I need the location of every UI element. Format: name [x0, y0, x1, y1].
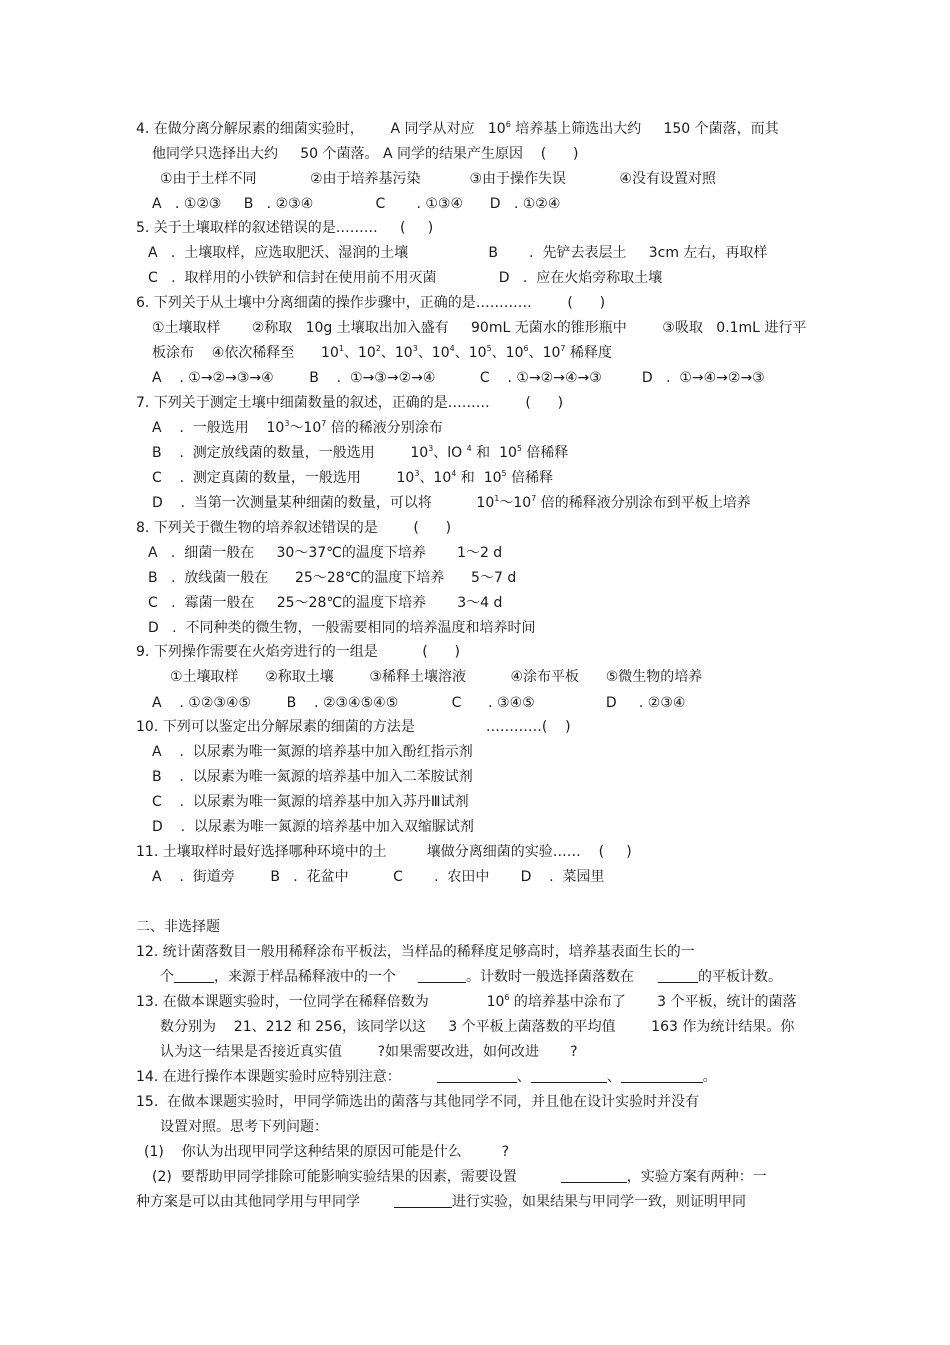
q6-stem: 6. 下列关于从土壤中分离细菌的操作步骤中，正确的是………… ( ) [136, 295, 606, 311]
q9-statements: ①土壤取样 ②称取土壤 ③稀释土壤溶液 ④涂布平板 ⑤微生物的培养 [170, 669, 703, 685]
q8-option-b: B . 放线菌一般在 25～28℃的温度下培养 5～7 d [148, 570, 517, 586]
q11-options: A . 街道旁 B . 花盆中 C . 农田中 D . 菜园里 [152, 869, 605, 885]
q15-line-5: 种方案是可以由其他同学用与甲同学 进行实验，如果结果与甲同学一致，则证明甲同 [136, 1194, 746, 1210]
q12-line-2: 个 ，来源于样品稀释液中的一个 。计数时一般选择菌落数在 的平板计数。 [160, 969, 782, 985]
q10-option-b: B . 以尿素为唯一氮源的培养基中加入二苯胺试剂 [152, 769, 473, 785]
q5-options-cd: C . 取样用的小铁铲和信封在使用前不用灭菌 D . 应在火焰旁称取土壤 [148, 270, 663, 286]
q10-option-c: C . 以尿素为唯一氮源的培养基中加入苏丹Ⅲ试剂 [152, 794, 469, 810]
q15-line-1: 15. 在做本课题实验时，甲同学筛选出的菌落与其他同学不同，并且他在设计实验时并没有 [136, 1094, 700, 1110]
q15-blank-2[interactable] [394, 1193, 452, 1208]
q15-blank-1[interactable] [561, 1168, 627, 1183]
q15-subquestion-2: (2) 要帮助甲同学排除可能影响实验结果的因素，需要设置 ，实验方案有两种：一 [152, 1169, 767, 1185]
q4-line-2: 他同学只选择出大约 50 个菌落。 A 同学的结果产生原因 ( ) [152, 146, 579, 162]
section-heading-non-choice: 二、非选择题 [136, 919, 220, 935]
q7-option-d: D . 当第一次测量某种细菌的数量，可以将 $10^1\sim 10^7$ 倍的稀释液分别涂布到平板上培养 [152, 494, 751, 511]
q4-statements: ①由于土样不同 ②由于培养基污染 ③由于操作失误 ④没有设置对照 [160, 171, 716, 187]
q9-stem: 9. 下列操作需要在火焰旁进行的一组是 ( ) [136, 644, 460, 660]
q14-blank-1[interactable] [437, 1068, 517, 1083]
q15-subquestion-1: (1) 你认为出现甲同学这种结果的原因可能是什么 ? [144, 1144, 510, 1160]
q13-line-3: 认为这一结果是否接近真实值 ?如果需要改进，如何改进 ? [160, 1044, 578, 1060]
q8-option-a: A . 细菌一般在 30～37℃的温度下培养 1～2 d [148, 545, 503, 561]
q12-blank-1[interactable] [174, 968, 214, 983]
q6-options: A . ①→②→③→④ B . ①→③→②→④ C . ①→②→④→③ D . ①→④→②→③ [152, 370, 765, 386]
q4-line-1: 4. 在做分离分解尿素的细菌实验时， A 同学从对应 $10^6$ 培养基上筛选出大约 150 个菌落，而其 [136, 120, 779, 137]
q10-option-d: D . 以尿素为唯一氮源的培养基中加入双缩脲试剂 [152, 819, 474, 835]
q8-option-c: C . 霉菌一般在 25～28℃的温度下培养 3～4 d [148, 595, 503, 611]
q15-line-2: 设置对照。思考下列问题： [160, 1119, 328, 1135]
q12-blank-3[interactable] [658, 968, 698, 983]
q6-steps-2: 板涂布 ④依次稀释至 $10^1$、$10^2$、$10^3$、$10^4$、$10^5$、$10^6$、$10^7$ 稀释度 [152, 344, 612, 361]
q8-stem: 8. 下列关于微生物的培养叙述错误的是 ( ) [136, 520, 452, 536]
q12-blank-2[interactable] [418, 968, 466, 983]
q12-line-1: 12. 统计菌落数目一般用稀释涂布平板法，当样品的稀释度足够高时，培养基表面生长的一 [136, 944, 695, 960]
q9-options: A . ①②③④⑤ B . ②③④⑤④⑤ C . ③④⑤ D . ②③④ [152, 695, 686, 711]
q7-stem: 7. 下列关于测定土壤中细菌数量的叙述，正确的是……… ( ) [136, 395, 564, 411]
q7-option-b: B . 测定放线菌的数量，一般选用 $10^3$、lO $^4$ 和 $10^5$ 倍稀释 [152, 444, 569, 461]
q7-option-a: A . 一般选用 $10^3\sim 10^7$ 倍的稀液分别涂布 [152, 419, 443, 436]
q6-steps-1: ①土壤取样 ②称取 10g 土壤取出加入盛有 90mL 无菌水的锥形瓶中 ③吸取 0.1mL 进行平 [152, 320, 807, 336]
q10-stem: 10. 下列可以鉴定出分解尿素的细菌的方法是 …………( ) [136, 719, 571, 735]
q8-option-d: D . 不同种类的微生物，一般需要相同的培养温度和培养时间 [148, 620, 536, 636]
q4-options: A . ①②③ B . ②③④ C . ①③④ D . ①②④ [152, 196, 561, 212]
q5-stem: 5. 关于土壤取样的叙述错误的是……… ( ) [136, 220, 434, 236]
q13-line-1: 13. 在做本课题实验时，一位同学在稀释倍数为 $10^6$ 的培养基中涂布了 3 个平板，统计的菌落 [136, 993, 797, 1010]
q11-stem: 11. 土壤取样时最好选择哪种环境中的土 壤做分离细菌的实验…… ( ) [136, 844, 632, 860]
q14-line: 14. 在进行操作本课题实验时应特别注意： 、 、 。 [136, 1069, 717, 1085]
q5-options-ab: A . 土壤取样，应选取肥沃、湿润的土壤 B . 先铲去表层土 3cm 左右，再取样 [148, 245, 768, 261]
q13-line-2: 数分别为 21、212 和 256，该同学以这 3 个平板上菌落数的平均值 163 作为统计结果。你 [160, 1019, 795, 1035]
q7-option-c: C . 测定真菌的数量，一般选用 $10^3$、$10^4$ 和 $10^5$ 倍稀释 [152, 469, 554, 486]
q10-option-a: A . 以尿素为唯一氮源的培养基中加入酚红指示剂 [152, 744, 473, 760]
q14-blank-3[interactable] [621, 1068, 703, 1083]
q14-blank-2[interactable] [531, 1068, 607, 1083]
